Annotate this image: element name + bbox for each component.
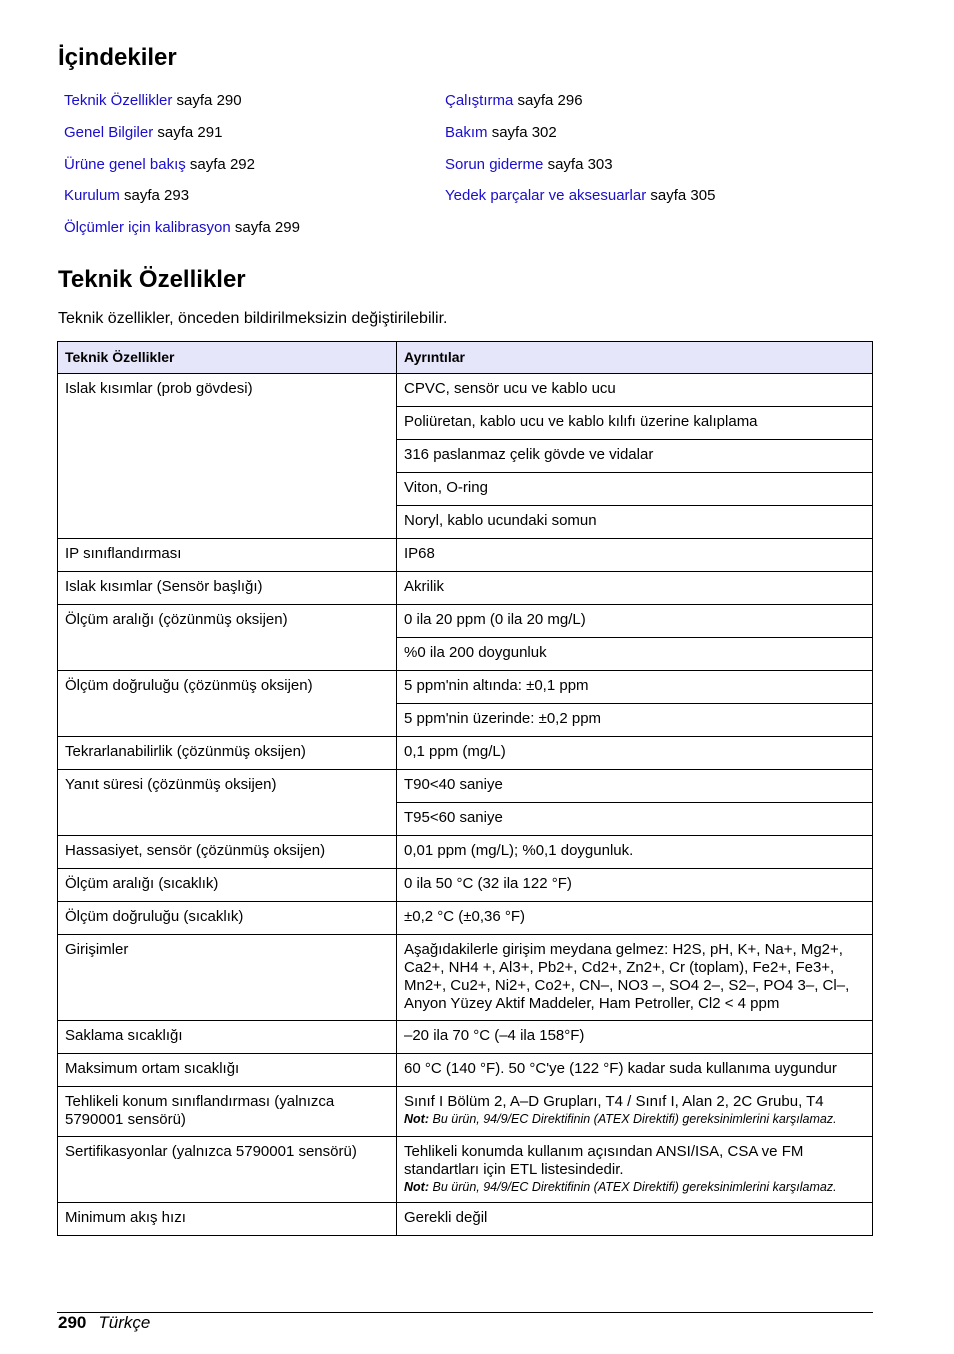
toc-link[interactable]: Ürüne genel bakış (64, 155, 186, 173)
spec-value: 5 ppm'nin üzerinde: ±0,2 ppm (404, 710, 602, 727)
spec-value: 0,1 ppm (mg/L) (404, 743, 506, 760)
table-row (58, 539, 873, 572)
spec-name-cell: Tehlikeli konum sınıflandırması (yalnızca 5790001 sensörü) (58, 1087, 397, 1137)
table-row (58, 1021, 873, 1054)
toc-link[interactable]: Sorun giderme (445, 155, 544, 173)
spec-header-row (58, 342, 873, 374)
toc-page: sayfa 296 (517, 92, 583, 109)
table-row (58, 374, 873, 407)
table-row (58, 671, 873, 704)
toc-left-column (64, 92, 300, 251)
spec-name-cell: Ölçüm aralığı (çözünmüş oksijen) (58, 605, 397, 671)
toc-link[interactable]: Bakım (445, 123, 488, 141)
spec-intro: Teknik özellikler, önceden bildirilmeksizin değiştirilebilir. (58, 310, 448, 327)
spec-value: Aşağıdakilerle girişim meydana gelmez: H2S, pH, K+, Na+, Mg2+, Ca2+, NH4 +, Al3+, Pb2+, Cd2+, Zn2+, Cr (toplam), Fe2+, Fe3+, Mn2+, Cu2+, Ni2+, Co2+, CN–, NO3 –, SO4 2–, S2–, PO4 3–, Cl–, Anyon Yüzey Aktif Maddeler, Ham Petroller, Cl2 < 4 ppm (404, 941, 850, 1012)
toc-entry (445, 187, 715, 219)
spec-name-cell: Sertifikasyonlar (yalnızca 5790001 sensörü) (58, 1137, 397, 1203)
note-text: Bu ürün, 94/9/EC Direktifinin (ATEX Direktifi) gereksinimlerini karşılamaz. (432, 1112, 837, 1126)
spec-name-cell: Ölçüm doğruluğu (çözünmüş oksijen) (58, 671, 397, 737)
toc-page: sayfa 293 (124, 187, 190, 205)
spec-value-cell (397, 1054, 873, 1087)
toc-page: sayfa 299 (234, 219, 300, 237)
spec-note (404, 1111, 865, 1127)
spec-value: Viton, O-ring (404, 479, 488, 496)
spec-name-cell: Islak kısımlar (prob gövdesi) (58, 374, 397, 539)
table-row (58, 869, 873, 902)
toc-entry (64, 219, 300, 251)
toc-entry (64, 92, 300, 124)
spec-value: Akrilik (404, 578, 444, 595)
spec-name-cell: Girişimler (58, 935, 397, 1021)
toc-entry (445, 92, 715, 124)
spec-value-cell (397, 902, 873, 935)
spec-name-cell: Islak kısımlar (Sensör başlığı) (58, 572, 397, 605)
spec-name-cell: Hassasiyet, sensör (çözünmüş oksijen) (58, 836, 397, 869)
spec-value-cell (397, 935, 873, 1021)
toc-page: sayfa 305 (650, 187, 716, 205)
toc-heading: İçindekiler (58, 44, 177, 71)
toc-page: sayfa 291 (157, 123, 223, 141)
note-text: Bu ürün, 94/9/EC Direktifinin (ATEX Direktifi) gereksinimlerini karşılamaz. (432, 1180, 837, 1194)
table-row (58, 605, 873, 638)
toc-entry (64, 187, 300, 219)
toc-link[interactable]: Çalıştırma (445, 92, 514, 109)
footer-language: Türkçe (98, 1313, 151, 1332)
spec-value: 0 ila 50 °C (32 ila 122 °F) (404, 875, 572, 892)
spec-value-cell (397, 473, 873, 506)
page-footer (58, 1313, 150, 1333)
spec-name-cell: Tekrarlanabilirlik (çözünmüş oksijen) (58, 737, 397, 770)
table-row (58, 935, 873, 1021)
spec-value-cell (397, 770, 873, 803)
spec-value-cell (397, 1203, 873, 1236)
page-number: 290 (58, 1313, 87, 1332)
table-row (58, 770, 873, 803)
spec-value: T90<40 saniye (404, 776, 503, 793)
spec-value: ±0,2 °C (±0,36 °F) (404, 908, 525, 925)
spec-value-cell (397, 704, 873, 737)
toc-page: sayfa 292 (189, 155, 255, 173)
spec-value: %0 ila 200 doygunluk (404, 644, 547, 661)
spec-value-cell (397, 539, 873, 572)
toc-link[interactable]: Ölçümler için kalibrasyon (64, 219, 231, 237)
spec-value-cell (397, 1021, 873, 1054)
toc-link[interactable]: Yedek parçalar ve aksesuarlar (445, 187, 647, 205)
spec-header-cell: Ayrıntılar (397, 342, 873, 374)
spec-value-cell (397, 572, 873, 605)
spec-value: Noryl, kablo ucundaki somun (404, 512, 597, 529)
spec-value: Poliüretan, kablo ucu ve kablo kılıfı üzerine kalıplama (404, 413, 758, 430)
toc-page: sayfa 302 (491, 123, 557, 141)
spec-value-cell (397, 803, 873, 836)
spec-value-cell (397, 1087, 873, 1137)
toc-entry (64, 124, 300, 156)
spec-value: –20 ila 70 °C (–4 ila 158°F) (404, 1027, 585, 1044)
toc-link[interactable]: Teknik Özellikler (64, 92, 173, 109)
spec-name-cell: Minimum akış hızı (58, 1203, 397, 1236)
spec-value: 316 paslanmaz çelik gövde ve vidalar (404, 446, 654, 463)
spec-value-cell (397, 638, 873, 671)
spec-value: 5 ppm'nin altında: ±0,1 ppm (404, 677, 589, 694)
spec-value: CPVC, sensör ucu ve kablo ucu (404, 380, 616, 397)
toc-page: sayfa 303 (547, 155, 613, 173)
spec-heading: Teknik Özellikler (58, 266, 246, 293)
footer-divider (57, 1312, 873, 1313)
spec-value-cell (397, 605, 873, 638)
spec-value-cell (397, 374, 873, 407)
spec-name-cell: IP sınıflandırması (58, 539, 397, 572)
spec-value-cell (397, 737, 873, 770)
spec-name-cell: Yanıt süresi (çözünmüş oksijen) (58, 770, 397, 836)
spec-value-cell (397, 869, 873, 902)
table-row (58, 836, 873, 869)
spec-name-cell: Maksimum ortam sıcaklığı (58, 1054, 397, 1087)
spec-value-cell (397, 836, 873, 869)
table-row (58, 1087, 873, 1137)
spec-value-cell (397, 671, 873, 704)
note-label: Not: (404, 1112, 429, 1126)
toc-link[interactable]: Kurulum (64, 187, 120, 205)
toc-entry (64, 156, 300, 188)
table-row (58, 902, 873, 935)
spec-table (57, 341, 873, 1236)
spec-value: 0 ila 20 ppm (0 ila 20 mg/L) (404, 611, 586, 628)
spec-value: 60 °C (140 °F). 50 °C'ye (122 °F) kadar suda kullanıma uygundur (404, 1060, 837, 1077)
table-row (58, 1137, 873, 1203)
spec-value: Gerekli değil (404, 1209, 488, 1226)
spec-value: 0,01 ppm (mg/L); %0,1 doygunluk. (404, 842, 634, 859)
table-row (58, 737, 873, 770)
spec-value: IP68 (404, 545, 435, 562)
spec-name-cell: Ölçüm aralığı (sıcaklık) (58, 869, 397, 902)
spec-value: Tehlikeli konumda kullanım açısından ANSI/ISA, CSA ve FM standartları için ETL listesindedir. (404, 1143, 804, 1178)
spec-header-cell: Teknik Özellikler (58, 342, 397, 374)
table-row (58, 1203, 873, 1236)
spec-value-cell (397, 407, 873, 440)
toc-right-column (445, 92, 715, 219)
spec-value-cell (397, 1137, 873, 1203)
spec-value-cell (397, 440, 873, 473)
spec-table-body (58, 374, 873, 1236)
spec-value: T95<60 saniye (404, 809, 503, 826)
toc-page: sayfa 290 (176, 92, 242, 109)
spec-name-cell: Saklama sıcaklığı (58, 1021, 397, 1054)
toc-link[interactable]: Genel Bilgiler (64, 123, 154, 141)
toc-entry (445, 156, 715, 188)
spec-value: Sınıf I Bölüm 2, A–D Grupları, T4 / Sınıf I, Alan 2, 2C Grubu, T4 (404, 1093, 824, 1110)
spec-value-cell (397, 506, 873, 539)
toc-entry (445, 124, 715, 156)
note-label: Not: (404, 1180, 429, 1194)
spec-note (404, 1179, 865, 1195)
table-row (58, 1054, 873, 1087)
table-row (58, 572, 873, 605)
spec-name-cell: Ölçüm doğruluğu (sıcaklık) (58, 902, 397, 935)
